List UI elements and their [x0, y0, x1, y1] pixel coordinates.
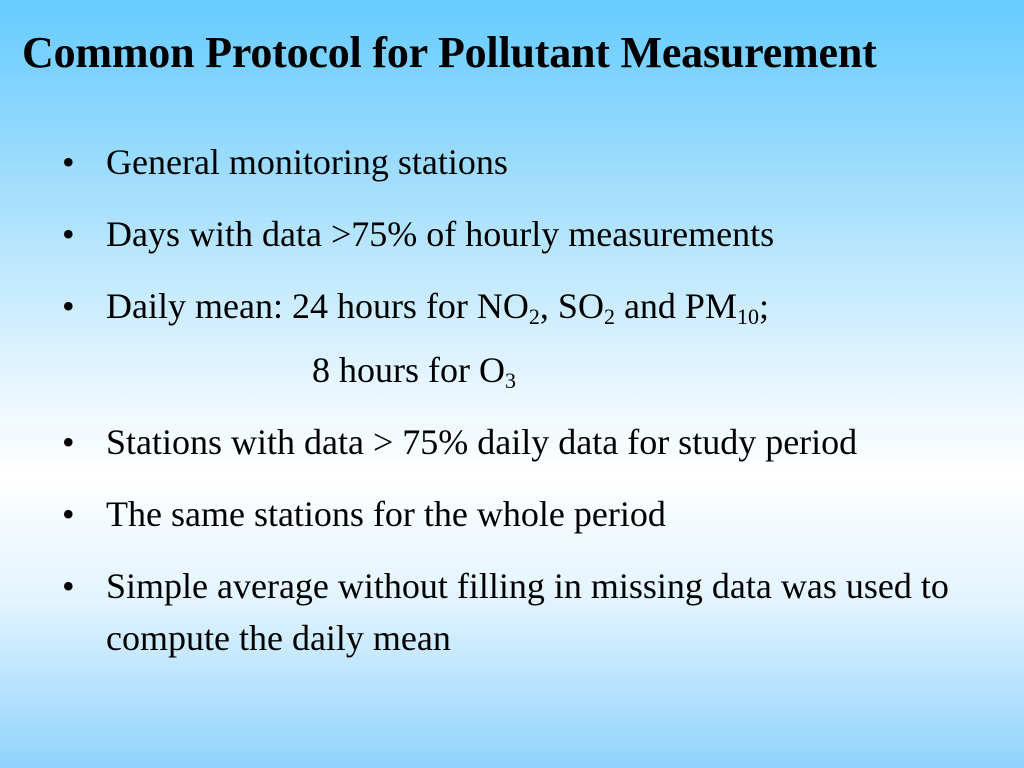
bullet-text: Simple average without filling in missing data was used to compute the daily mean	[106, 566, 949, 658]
bullet-list	[62, 136, 992, 684]
bullet-text: The same stations for the whole period	[106, 494, 666, 534]
text-part: , SO	[539, 286, 604, 326]
bullet-marker: •	[62, 142, 75, 182]
subscript: 3	[504, 368, 516, 393]
bullet-item-2	[62, 208, 992, 260]
bullet-marker: •	[62, 422, 75, 462]
text-part: and PM	[614, 286, 737, 326]
bullet-marker: •	[62, 494, 75, 534]
bullet-item-6	[62, 560, 992, 664]
text-part: Daily mean: 24 hours for NO	[106, 286, 529, 326]
subscript: 10	[736, 304, 759, 329]
bullet-item-3	[62, 280, 992, 332]
subscript: 2	[603, 304, 615, 329]
bullet-item-4	[62, 416, 992, 468]
bullet-marker: •	[62, 566, 75, 606]
text-part: ;	[758, 286, 769, 326]
bullet-continuation	[62, 344, 992, 396]
bullet-item-5	[62, 488, 992, 540]
bullet-text	[106, 286, 769, 329]
bullet-text: General monitoring stations	[106, 142, 508, 182]
bullet-marker: •	[62, 214, 75, 254]
text-part: 8 hours for O	[312, 350, 505, 390]
bullet-item-1	[62, 136, 992, 188]
bullet-text: Stations with data > 75% daily data for study period	[106, 422, 858, 462]
slide-title: Common Protocol for Pollutant Measurement	[22, 28, 877, 77]
bullet-text: Days with data >75% of hourly measurements	[106, 214, 775, 254]
continuation-text	[312, 350, 516, 393]
subscript: 2	[528, 304, 540, 329]
bullet-marker: •	[62, 286, 75, 326]
